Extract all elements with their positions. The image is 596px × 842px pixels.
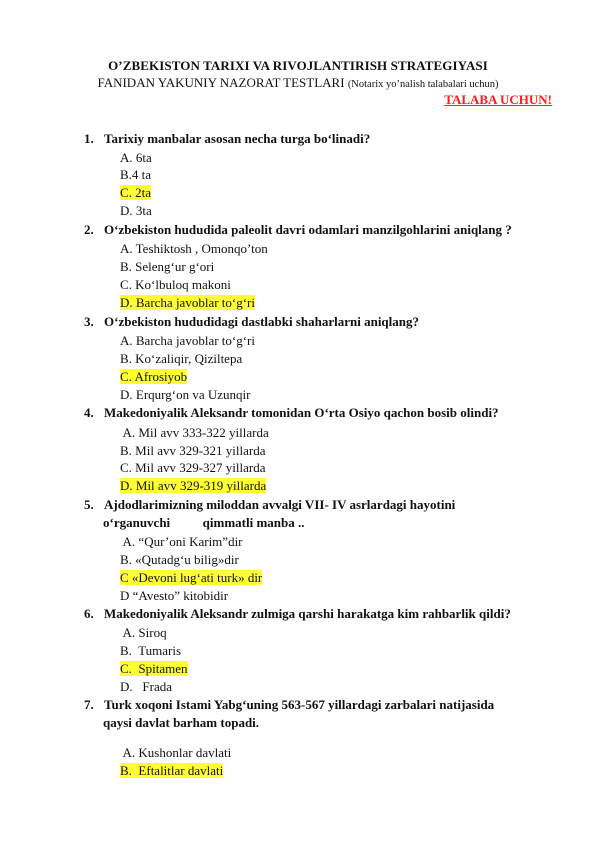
question-stem: Makedoniyalik Aleksandr tomonidan O‘rta Osiyo qachon bosib olindi? <box>104 405 499 420</box>
question-number: 6. <box>84 606 94 621</box>
question-text <box>84 314 419 330</box>
answer-option: B.4 ta <box>120 167 152 182</box>
answer-option: A. 6ta <box>120 150 152 165</box>
question-number: 3. <box>84 314 94 329</box>
subtitle-main: FANIDAN YAKUNIY NAZORAT TESTLARI <box>97 75 345 90</box>
question-text <box>84 697 494 713</box>
question-stem: Tarixiy manbalar asosan necha turga bo‘linadi? <box>104 131 371 146</box>
answer-option: C. Ko‘lbuloq makoni <box>120 277 231 292</box>
answer-option: D. Erqurg‘on va Uzunqir <box>120 387 251 402</box>
answer-option: A. Mil avv 333-322 yillarda <box>120 425 269 440</box>
question-stem-continued: o‘rganuvchi qimmatli manba .. <box>103 515 305 530</box>
question-text <box>84 131 370 147</box>
document-subtitle <box>0 75 596 91</box>
answer-option-correct: B. Eftalitlar davlati <box>120 763 224 778</box>
answer-option-correct: D. Barcha javoblar to‘g‘ri <box>120 295 256 310</box>
answer-option-correct: C «Devoni lug‘ati turk» dir <box>120 570 263 585</box>
answer-option: D “Avesto” kitobidir <box>120 588 229 603</box>
answer-option: A. Kushonlar davlati <box>120 745 232 760</box>
question-text <box>84 222 512 238</box>
subtitle-note: (Notarix yo’nalish talabalari uchun) <box>347 79 499 90</box>
answer-option: A. “Qur’oni Karim”dir <box>120 534 243 549</box>
question-text <box>84 405 499 421</box>
question-stem: O‘zbekiston hududida paleolit davri odamlari manzilgohlarini aniqlang ? <box>104 222 512 237</box>
question-number: 4. <box>84 405 94 420</box>
answer-option: B. Seleng‘ur g‘ori <box>120 259 215 274</box>
answer-option: B. Tumaris <box>120 643 182 658</box>
answer-option: D. 3ta <box>120 203 152 218</box>
question-text <box>84 606 511 622</box>
question-stem: Ajdodlarimizning miloddan avvalgi VII- IV asrlardagi hayotini <box>104 497 456 512</box>
answer-option-correct: D. Mil avv 329-319 yillarda <box>120 478 267 493</box>
answer-option-correct: C. Afrosiyob <box>120 369 188 384</box>
question-text <box>84 497 455 513</box>
question-number: 2. <box>84 222 94 237</box>
answer-option: B. «Qutadg‘u bilig»dir <box>120 552 239 567</box>
question-stem-continued: qaysi davlat barham topadi. <box>103 715 260 730</box>
answer-option: A. Barcha javoblar to‘g‘ri <box>120 333 256 348</box>
answer-option: C. Mil avv 329-327 yillarda <box>120 460 266 475</box>
answer-option-correct: C. 2ta <box>120 185 152 200</box>
answer-option: B. Mil avv 329-321 yillarda <box>120 443 266 458</box>
question-number: 7. <box>84 697 94 712</box>
answer-option: A. Teshiktosh , Omonqo’ton <box>120 241 268 256</box>
question-stem: Makedoniyalik Aleksandr zulmiga qarshi harakatga kim rahbarlik qildi? <box>104 606 511 621</box>
document-title: O’ZBEKISTON TARIXI VA RIVOJLANTIRISH STRATEGIYASI <box>108 58 488 73</box>
audience-tag: TALABA UCHUN! <box>444 92 552 107</box>
answer-option: A. Siroq <box>120 625 167 640</box>
answer-option-correct: C. Spitamen <box>120 661 188 676</box>
answer-option: B. Ko‘zaliqir, Qiziltepa <box>120 351 243 366</box>
question-stem: O‘zbekiston hududidagi dastlabki shaharlarni aniqlang? <box>104 314 420 329</box>
question-number: 1. <box>84 131 94 146</box>
question-number: 5. <box>84 497 94 512</box>
question-stem: Turk xoqoni Istami Yabg‘uning 563-567 yillardagi zarbalari natijasida <box>104 697 495 712</box>
answer-option: D. Frada <box>120 679 172 694</box>
